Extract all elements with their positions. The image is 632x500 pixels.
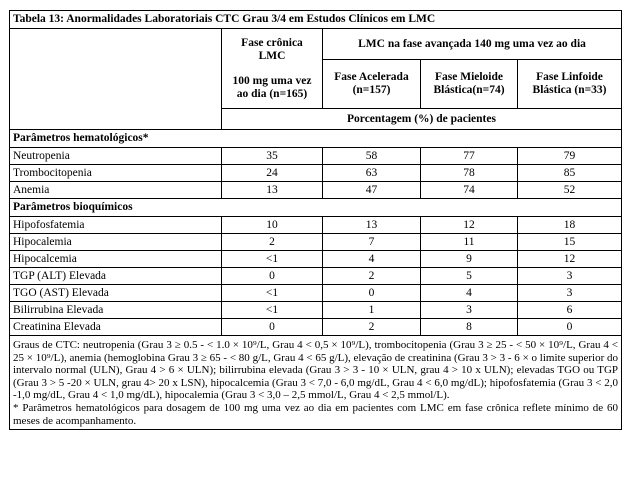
header-lymphoid-blast: Fase Linfoide Blástica (n=33) — [518, 60, 622, 109]
header-advanced-phase: LMC na fase avançada 140 mg uma vez ao dia — [323, 29, 622, 60]
section-title: Parâmetros bioquímicos — [10, 199, 622, 217]
row-value: 78 — [421, 165, 518, 182]
table-row — [10, 165, 622, 182]
row-value: 12 — [518, 251, 622, 268]
row-value: 10 — [222, 217, 323, 234]
row-value: 2 — [323, 319, 421, 336]
row-value: 79 — [518, 148, 622, 165]
row-value: 8 — [421, 319, 518, 336]
table-row — [10, 319, 622, 336]
header-myeloid-blast: Fase Mieloide Blástica(n=74) — [421, 60, 518, 109]
row-label: Hipocalcemia — [10, 251, 222, 268]
row-value: 7 — [323, 234, 421, 251]
table-row — [10, 251, 622, 268]
table-row — [10, 182, 622, 199]
row-label: Neutropenia — [10, 148, 222, 165]
row-value: 3 — [518, 285, 622, 302]
row-value: 18 — [518, 217, 622, 234]
row-value: 2 — [222, 234, 323, 251]
table-row — [10, 234, 622, 251]
row-label: Hipocalemia — [10, 234, 222, 251]
row-label: TGO (AST) Elevada — [10, 285, 222, 302]
row-value: 5 — [421, 268, 518, 285]
table-row — [10, 148, 622, 165]
row-value: 13 — [323, 217, 421, 234]
row-label: Anemia — [10, 182, 222, 199]
row-value: 47 — [323, 182, 421, 199]
table-row — [10, 217, 622, 234]
table-title: Tabela 13: Anormalidades Laboratoriais CTC Grau 3/4 em Estudos Clínicos em LMC — [10, 11, 622, 29]
row-label: TGP (ALT) Elevada — [10, 268, 222, 285]
row-value: 74 — [421, 182, 518, 199]
header-empty-cell — [10, 29, 222, 130]
row-label: Bilirrubina Elevada — [10, 302, 222, 319]
row-value: 11 — [421, 234, 518, 251]
row-value: 4 — [421, 285, 518, 302]
row-label: Creatinina Elevada — [10, 319, 222, 336]
header-chronic-phase — [222, 29, 323, 109]
row-value: 35 — [222, 148, 323, 165]
row-value: 58 — [323, 148, 421, 165]
row-value: <1 — [222, 251, 323, 268]
row-value: 77 — [421, 148, 518, 165]
footnote-hematologic: * Parâmetros hematológicos para dosagem de 100 mg uma vez ao dia em pacientes com LMC em fase crônica reflete mínimo de 60 meses de acompanhamento. — [13, 401, 619, 427]
footnotes — [10, 336, 622, 430]
row-value: 85 — [518, 165, 622, 182]
row-value: 13 — [222, 182, 323, 199]
row-value: 0 — [323, 285, 421, 302]
row-value: 12 — [421, 217, 518, 234]
table-row — [10, 268, 622, 285]
row-value: 24 — [222, 165, 323, 182]
row-value: 15 — [518, 234, 622, 251]
table-row — [10, 285, 622, 302]
footnote-grades: Graus de CTC: neutropenia (Grau 3 ≥ 0.5 - < 1.0 × 10⁹/L, Grau 4 < 0,5 × 10⁹/L), trombocitopenia (Grau 3 ≥ 25 - < 50 × 10⁹/L, Grau 4 < 25 × 10⁹/L), anemia (hemoglobina Grau 3 ≥ 65 - < 80 g/L, Grau 4 < 65 g/L), elevação de creatinina (Grau 3 > 3 - 6 × o limite superior do intervalo normal (ULN), Grau 4 > 6 × ULN); bilirrubina elevada (Grau 3 > 3 - 10 × ULN, grau 4 > 10 x ULN); elevadas TGO ou TGP (Grau 3 > 5 -20 × ULN, grau 4> 20 x LSN), hipocalcemia (Grau 3 < 7,0 - 6,0 mg/dL, Grau 4 < 6,0 mg/dL); hipofosfatemia (Grau 3 < 2,0 -1,0 mg/dL, Grau 4 < 1,0 mg/dL), hipocalemia (Grau 3 < 3,0 – 2,5 mmol/L, Grau 4 < 2,5 mmol/L). — [13, 339, 619, 402]
row-value: 2 — [323, 268, 421, 285]
row-value: <1 — [222, 302, 323, 319]
row-value: 0 — [222, 319, 323, 336]
row-label: Trombocitopenia — [10, 165, 222, 182]
row-value: 3 — [421, 302, 518, 319]
header-accelerated: Fase Acelerada (n=157) — [323, 60, 421, 109]
row-value: <1 — [222, 285, 323, 302]
row-value: 1 — [323, 302, 421, 319]
row-value: 4 — [323, 251, 421, 268]
row-value: 0 — [518, 319, 622, 336]
lab-abnormalities-table — [9, 10, 622, 430]
section-title: Parâmetros hematológicos* — [10, 130, 622, 148]
chronic-phase-dose: 100 mg uma vez ao dia (n=165) — [232, 74, 312, 100]
row-value: 6 — [518, 302, 622, 319]
table-row — [10, 302, 622, 319]
row-label: Hipofosfatemia — [10, 217, 222, 234]
row-value: 0 — [222, 268, 323, 285]
row-value: 63 — [323, 165, 421, 182]
chronic-phase-title: Fase crônica LMC — [241, 36, 303, 62]
row-value: 52 — [518, 182, 622, 199]
document — [9, 10, 621, 486]
row-value: 3 — [518, 268, 622, 285]
row-value: 9 — [421, 251, 518, 268]
header-percent: Porcentagem (%) de pacientes — [222, 109, 622, 130]
